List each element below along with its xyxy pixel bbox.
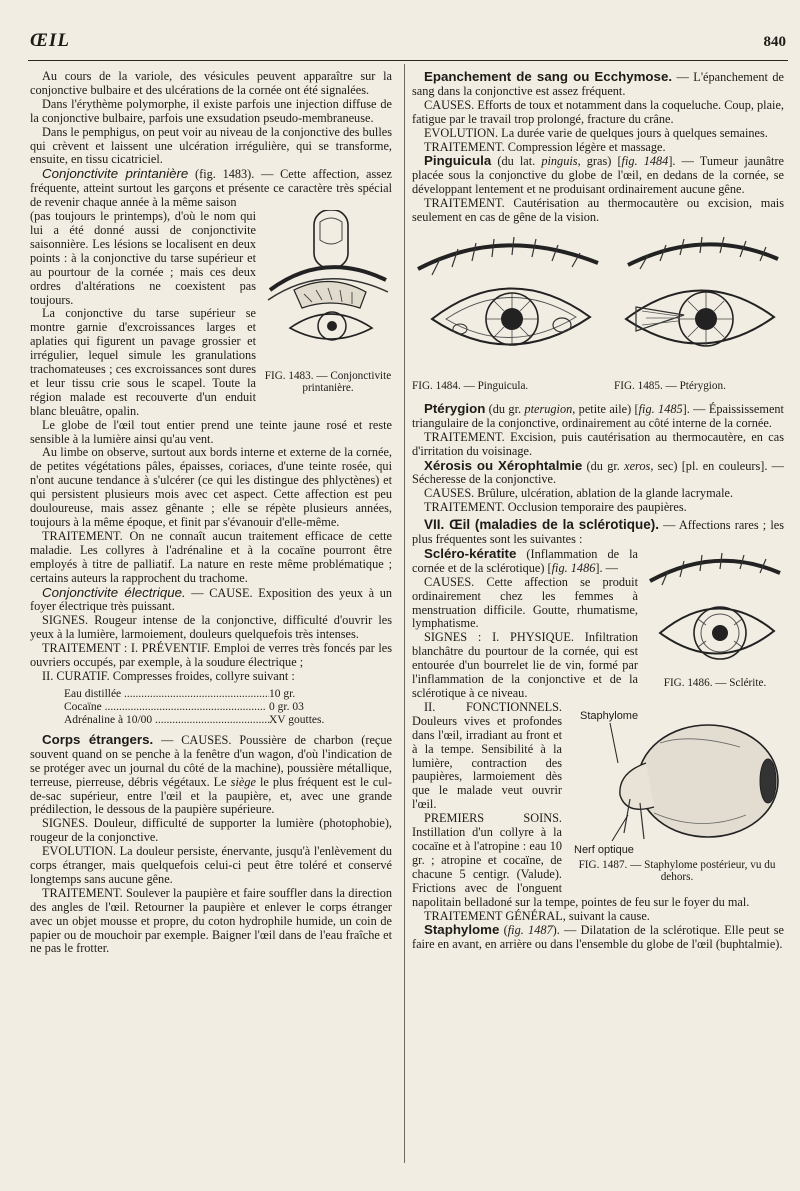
subsection-label: SIGNES.: [42, 613, 89, 628]
entry-conjonctivite-printaniere: [30, 167, 392, 210]
entry-heading: Conjonctivite printanière: [42, 166, 189, 182]
figure-1485: [614, 229, 784, 394]
figure-1486: [646, 549, 784, 689]
section-heading-sclerotique: VII. Œil (maladies de la sclérotique). — Affections rares ; les plus fréquentes sont les suivantes :: [412, 517, 784, 547]
entry-heading: Conjonctivite électrique.: [42, 584, 186, 600]
recipe-table: [64, 688, 392, 727]
entry-pinguicula: Pinguicula (du lat. pinguis, gras) [fig. 1484]. — Tumeur jaunâtre placée sous la conjonctive du globe de l'œil, en dedans de la cornée, se développant lentement et ne produisant ordinairement aucune gêne.: [412, 153, 784, 197]
figure-reference: (fig. 1483). —: [188, 167, 281, 182]
subsection-label: TRAITEMENT GÉNÉRAL,: [424, 908, 566, 923]
entry-heading: Ptérygion: [424, 400, 486, 416]
subsection-label: SIGNES : I. PHYSIQUE.: [424, 630, 574, 645]
entry-heading: Xérosis ou Xérophtalmie: [424, 457, 583, 473]
entry-heading: Staphylome: [424, 922, 500, 938]
entry-heading: Corps étrangers.: [42, 731, 154, 747]
entry-heading: Pinguicula: [424, 153, 492, 169]
figure-1487-caption: FIG. 1487. — Staphylome postérieur, vu du dehors.: [578, 858, 776, 883]
running-head: [30, 30, 786, 54]
eye-pterygion-icon: [614, 229, 784, 379]
paragraph-traitement: TRAITEMENT. On ne connaît aucun traitement efficace de cette maladie. Les collyres à l'adrénaline et à la cocaïne pourront être employés à titre de palliatif. La nature en reste même problématique ; certains auteurs la rapprochent du trachome.: [30, 528, 392, 585]
entry-staphylome: Staphylome (fig. 1487). — Dilatation de la sclérotique. Elle peut se faire en avant, en arrière ou dans l'ensemble du globe de l'œil (buphtalmie).: [412, 922, 784, 952]
figure-1483: [264, 210, 392, 394]
figure-1483-caption: FIG. 1483. — Conjonctivite printanière.: [264, 370, 392, 395]
header-rule: [28, 60, 788, 61]
figure-1484-caption: FIG. 1484. — Pinguicula.: [412, 379, 529, 392]
entry-heading: Epanchement de sang ou Ecchymose.: [424, 70, 673, 84]
figure-1487-label-bottom: Nerf optique: [574, 843, 634, 856]
entry-conjonctivite-electrique: Conjonctivite électrique. — CAUSE. Exposition des yeux à un foyer électrique très puissant.: [30, 584, 392, 614]
right-column: [412, 70, 784, 1171]
eyelid-illustration-icon: [264, 210, 392, 370]
subsection-label: TRAITEMENT.: [424, 500, 505, 515]
entry-epanchement: Epanchement de sang ou Ecchymose. — L'épanchement de sang dans la conjonctive est assez fréquent.: [412, 70, 784, 98]
paragraph-premiers-soins: PREMIERS SOINS. Instillation d'un collyre à la cocaïne et à l'atropine : eau 10 gr. ; atropine et cocaïne, de chacune 5 centigr. (Valude). Frictions avec de l'onguent napolitain belladoné sur la tempe, pointes de feu sur le foyer du mal.: [412, 811, 750, 909]
page-title: ŒIL: [30, 30, 70, 51]
figure-1486-caption: FIG. 1486. — Sclérite.: [663, 676, 767, 689]
entry-heading: Scléro-kératite: [424, 545, 517, 561]
subsection-label: TRAITEMENT.: [424, 139, 505, 154]
subsection-label: PREMIERS SOINS.: [424, 811, 562, 826]
figure-reference: fig. 1486: [551, 560, 596, 575]
subsection-label: CAUSES.: [424, 486, 475, 501]
paragraph-traitement-2: TRAITEMENT. Soulever la paupière et faire souffler dans la direction des angles de l'œil. Retourner la paupière et enlever le corps étranger avec un objet mousse et propre, du coton hydrophile humide, un coin de papier ou de mouchoir par exemple. Baigner l'œil dans de l'eau fraîche et ne pas le frotter.: [30, 885, 392, 956]
left-column: [30, 70, 392, 1171]
entry-text-continued: (pas toujours le printemps), d'où le nom qui lui a été donné aussi de conjonctivite saisonnière. Les lésions se localisent en deux points : à la conjonctive du tarse supérieur et au pourtour de la cornée ; mais ces deux ordres d'altérations ne coexistent pas toujours.: [30, 209, 256, 307]
subsection-label: CAUSE.: [209, 585, 253, 600]
recipe-row: Cocaïne ..... 0 gr. 03: [64, 701, 392, 714]
subsection-label: EVOLUTION.: [42, 844, 117, 859]
paragraph-variole: Au cours de la variole, des vésicules peuvent apparaître sur la conjonctive bulbaire et des ulcérations de la cornée ont été signalées.: [30, 70, 392, 97]
subsection-label: II. CURATIF.: [42, 668, 110, 683]
eye-sclerite-icon: [646, 549, 784, 677]
subsection-label: TRAITEMENT.: [42, 528, 123, 543]
subsection-label: TRAITEMENT.: [424, 196, 505, 211]
paragraph-evolution: EVOLUTION. La douleur persiste, énervante, jusqu'à l'enlèvement du corps étranger, mais quelquefois celui-ci peut être toléré et conservé longtemps sans aucune gêne.: [30, 844, 392, 886]
staphylome-illustration-icon: [570, 703, 784, 859]
page-number: 840: [763, 34, 786, 50]
subsection-label: TRAITEMENT : I. PRÉVENTIF.: [42, 641, 210, 656]
entry-pterygion: Ptérygion (du gr. pterugion, petite aile) [fig. 1485]. — Épaississement triangulaire de la conjonctive, ordinairement au côté interne de la cornée.: [412, 400, 784, 430]
figure-reference: fig. 1484: [621, 154, 669, 169]
paragraph-signes-fonctionnels: II. FONCTIONNELS. Douleurs vives et profondes dans l'œil, irradiant au front et à la tempe. Sensibilité à la lumière, contraction des paupières, larmoiement dès que le malade veut ouvrir l'œil.: [412, 699, 562, 812]
paragraph-causes-sclero: CAUSES. Cette affection se produit ordinairement chez les femmes à menstruation difficile. Goutte, rhumatisme, lymphatisme.: [412, 574, 638, 631]
paragraph-signes-2: SIGNES. Douleur, difficulté de supporter la lumière (photophobie), rougeur de la conjonctive.: [30, 816, 392, 845]
entry-text: Cette affection, assez fréquente, atteint surtout les garçons et présente ce caractère très spécial de revenir chaque année à la même saison: [30, 167, 392, 210]
recipe-row: Adrénaline à 10/00 ..... XV gouttes.: [64, 714, 392, 727]
paragraph-traitement-preventif: TRAITEMENT : I. PRÉVENTIF. Emploi de verres très foncés par les ouvriers occupés, par exemple, à la soudure électrique ;: [30, 641, 392, 670]
entry-corps-etrangers: Corps étrangers. — CAUSES. Poussière de charbon (reçue souvent quand on se penche à la fenêtre d'un wagon, d'où l'indication de se protéger avec un journal du côté de la machine), poussière métallique, terreuse, pierreuse, débris végétaux. Le siège le plus fréquent est le cul-de-sac supérieur, entre l'œil et la paupière, et, avec une grande prédilection, le dessous de la paupière supérieure.: [30, 731, 392, 817]
paragraph-causes: CAUSES. Efforts de toux et notamment dans la coqueluche. Coup, plaie, fatigue par le travail trop prolongé, fracture du crâne.: [412, 97, 784, 126]
entry-sclero-keratite: Scléro-kératite (Inflammation de la cornée et de la sclérotique) [fig. 1486]. —: [412, 545, 638, 575]
subsection-label: II. FONCTIONNELS.: [424, 699, 562, 714]
subsection-label: SIGNES.: [42, 816, 89, 831]
figure-1485-caption: FIG. 1485. — Ptérygion.: [614, 379, 726, 392]
figure-pair-1484-1485: [412, 229, 784, 394]
subsection-label: CAUSES.: [424, 97, 475, 112]
paragraph-signes-physique: SIGNES : I. PHYSIQUE. Infiltration blanchâtre du pourtour de la cornée, qui est entourée d'un bourrelet lie de vin, formé par l'inflammation de la conjonctive et de la sclérotique à ce niveau.: [412, 630, 638, 700]
paragraph-traitement-curatif: II. CURATIF. Compresses froides, collyre suivant :: [42, 668, 295, 683]
subsection-label: TRAITEMENT.: [42, 885, 123, 900]
recipe-row: Eau distillée ..... 10 gr.: [64, 688, 392, 701]
subsection-label: TRAITEMENT.: [424, 429, 505, 444]
paragraph-evolution: EVOLUTION. La durée varie de quelques jours à quelques semaines.: [424, 125, 768, 140]
paragraph-traitement: TRAITEMENT. Compression légère et massage.: [424, 139, 666, 154]
entry-xerosis: Xérosis ou Xérophtalmie (du gr. xeros, sec) [pl. en couleurs]. — Sécheresse de la conjonctive.: [412, 457, 784, 487]
figure-1487-label-top: Staphylome: [580, 709, 639, 722]
paragraph-traitement-general: TRAITEMENT GÉNÉRAL, suivant la cause.: [424, 908, 650, 923]
eye-pinguicula-icon: [412, 229, 608, 379]
paragraph-traitement-pterygion: TRAITEMENT. Excision, puis cautérisation au thermocautère, en cas d'irritation du voisinage.: [412, 429, 784, 458]
figure-1487: [570, 703, 784, 883]
column-divider: [404, 64, 405, 1163]
paragraph-signes: SIGNES. Rougeur intense de la conjonctive, difficulté d'ouvrir les yeux à la lumière, larmoiement, douleurs quelquefois très intenses.: [30, 613, 392, 642]
paragraph-causes-xerosis: CAUSES. Brûlure, ulcération, ablation de la glande lacrymale.: [424, 486, 734, 501]
paragraph-traitement-pinguicula: TRAITEMENT. Cautérisation au thermocautère ou excision, mais seulement en cas de gêne de la vision.: [412, 196, 784, 225]
subsection-label: CAUSES.: [424, 574, 475, 589]
figure-reference: fig. 1487: [507, 923, 553, 938]
paragraph-pemphigus: Dans le pemphigus, on peut voir au niveau de la conjonctive des bulles qui crèvent et laissent une ulcération irrégulière, qui se transforme, ensuite, en tissu cicatriciel.: [30, 124, 392, 167]
paragraph-traitement-xerosis: TRAITEMENT. Occlusion temporaire des paupières.: [424, 500, 687, 515]
paragraph-limbe: Au limbe on observe, surtout aux bords interne et externe de la cornée, de petites végétations pâles, épaisses, coriaces, d'une teinte rosée, qui n'ont aucune tendance à s'ulcérer (ce qui les distingue des phlyctènes) et qui persistent plusieurs mois avec cet aspect. Cette affection est peu douloureuse, mais assez gênante ; elle se répète plusieurs années, toujours à la même époque, et finit par s'évanouir d'elle-même.: [30, 445, 392, 529]
subsection-label: CAUSES.: [181, 732, 232, 747]
paragraph-tarse: La conjonctive du tarse supérieur se montre garnie d'excroissances larges et aplaties qui figurent un pavage grossier et irrégulier, lequel simule les granulations trachomateuses ; ces excroissances sont dures et leur tissu crie sous le scapel. Toute la région malade est recouverte d'un enduit blanc bleuâtre, opalin.: [30, 306, 256, 418]
subsection-label: EVOLUTION.: [424, 125, 499, 140]
figure-reference: fig. 1485: [638, 401, 683, 416]
paragraph-globe: Le globe de l'œil tout entier prend une teinte jaune rosé et reste sensible à la lumière ainsi qu'au vent.: [30, 417, 392, 446]
paragraph-erytheme: Dans l'érythème polymorphe, il existe parfois une injection diffuse de la conjonctive bulbaire, parfois une exsudation pseudo-membraneuse.: [30, 96, 392, 125]
figure-1484: [412, 229, 608, 394]
section-title: VII. Œil (maladies de la sclérotique).: [424, 517, 659, 533]
